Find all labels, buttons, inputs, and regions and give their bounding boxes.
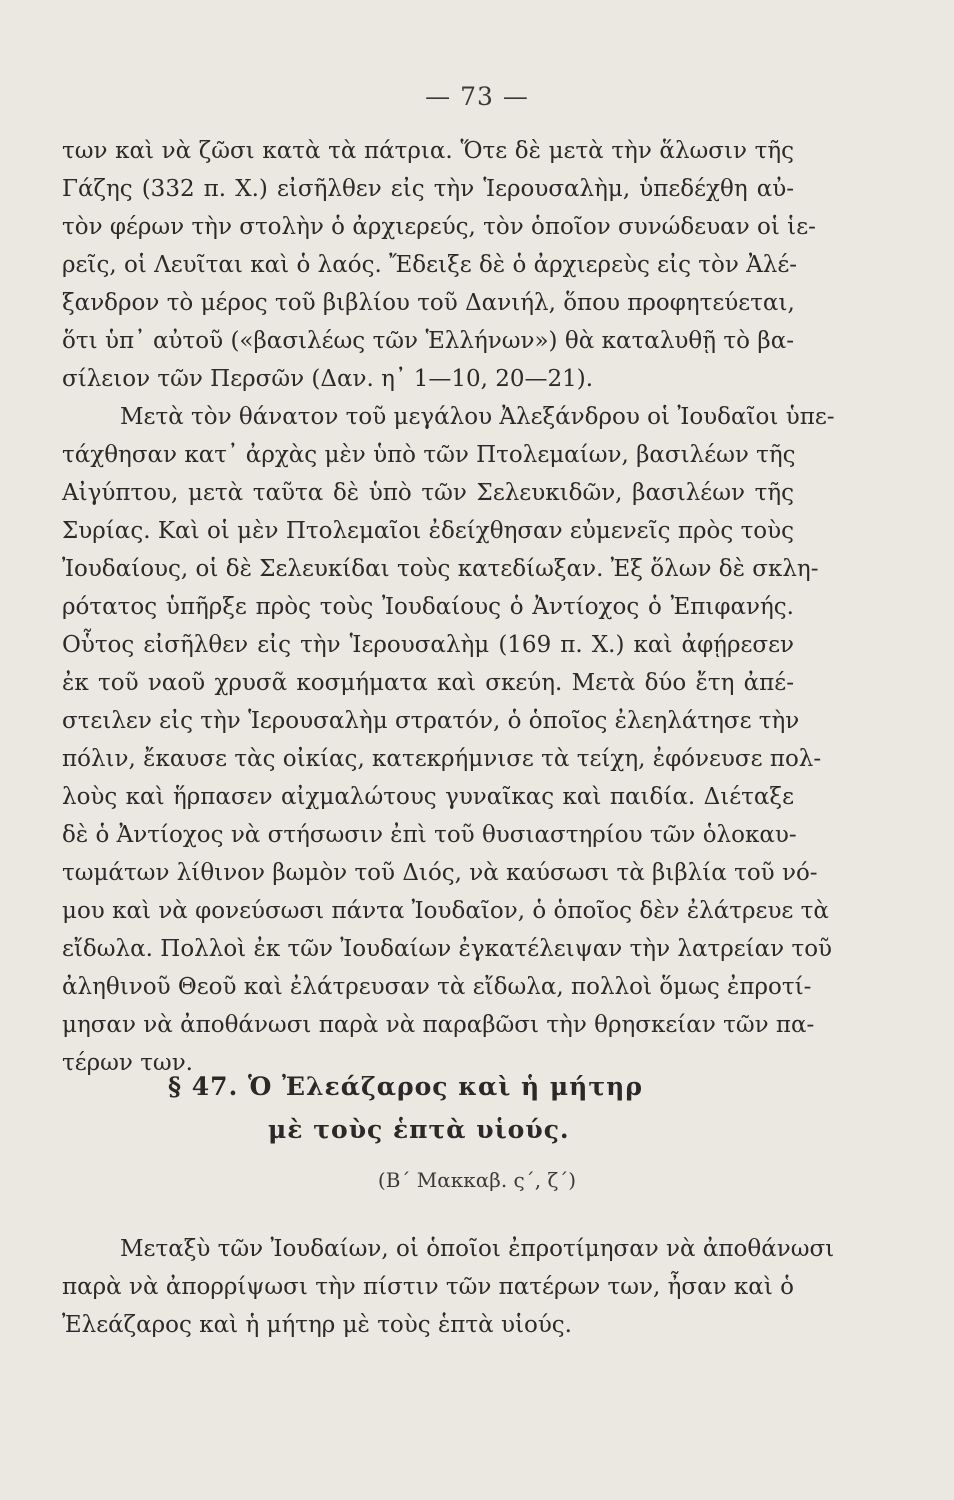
text-line: Ἐλεάζαρος καὶ ἡ μήτηρ μὲ τοὺς ἑπτὰ υἱούς. xyxy=(62,1312,572,1338)
text-line: Μετὰ τὸν θάνατον τοῦ μεγάλου Ἀλεξάνδρου οἱ Ἰουδαῖοι ὑπε- xyxy=(120,404,835,430)
text-line: δὲ ὁ Ἀντίοχος νὰ στήσωσιν ἐπὶ τοῦ θυσιαστηρίου τῶν ὁλοκαυ- xyxy=(62,822,797,848)
text-line: τέρων των. xyxy=(62,1050,193,1076)
text-line: στειλεν εἰς τὴν Ἱερουσαλὴμ στρατόν, ὁ ὁποῖος ἐλεηλάτησε τὴν xyxy=(62,708,800,734)
text-line: Αἰγύπτου, μετὰ ταῦτα δὲ ὑπὸ τῶν Σελευκιδῶν, βασιλέων τῆς xyxy=(62,480,794,506)
text-line: ρεῖς, οἱ Λευῖται καὶ ὁ λαός. Ἔδειξε δὲ ὁ ἀρχιερεὺς εἰς τὸν Ἀλέ- xyxy=(62,252,798,278)
text-line: Μεταξὺ τῶν Ἰουδαίων, οἱ ὁποῖοι ἐπροτίμησαν νὰ ἀποθάνωσι xyxy=(120,1236,835,1262)
text-line: Γάζης (332 π. Χ.) εἰσῆλθεν εἰς τὴν Ἱερουσαλὴμ, ὑπεδέχθη αὐ- xyxy=(62,176,794,202)
text-line: τάχθησαν κατ᾽ ἀρχὰς μὲν ὑπὸ τῶν Πτολεμαίων, βασιλέων τῆς xyxy=(62,442,796,468)
text-line: ἐκ τοῦ ναοῦ χρυσᾶ κοσμήματα καὶ σκεύη. Μετὰ δύο ἔτη ἀπέ- xyxy=(62,670,794,696)
text-line: μου καὶ νὰ φονεύσωσι πάντα Ἰουδαῖον, ὁ ὁποῖος δὲν ἐλάτρευε τὰ xyxy=(62,898,829,924)
text-line: ἀληθινοῦ Θεοῦ καὶ ἐλάτρευσαν τὰ εἴδωλα, πολλοὶ ὅμως ἐπροτί- xyxy=(62,974,812,1000)
text-line: μησαν νὰ ἀποθάνωσι παρὰ νὰ παραβῶσι τὴν θρησκείαν τῶν πα- xyxy=(62,1012,815,1038)
text-line: Ἰουδαίους, οἱ δὲ Σελευκίδαι τοὺς κατεδίωξαν. Ἐξ ὅλων δὲ σκλη- xyxy=(62,556,819,582)
text-line: εἴδωλα. Πολλοὶ ἐκ τῶν Ἰουδαίων ἐγκατέλειψαν τὴν λατρείαν τοῦ xyxy=(62,936,833,962)
text-line: λοὺς καὶ ἥρπασεν αἰχμαλώτους γυναῖκας καὶ παιδία. Διέταξε xyxy=(62,784,794,810)
text-line: τὸν φέρων τὴν στολὴν ὁ ἀρχιερεύς, τὸν ὁποῖον συνώδευαν οἱ ἱε- xyxy=(62,214,816,240)
text-line: ξανδρον τὸ μέρος τοῦ βιβλίου τοῦ Δανιήλ, ὅπου προφητεύεται, xyxy=(62,290,795,316)
scripture-reference: (Β΄ Μακκαβ. ς΄, ζ΄) xyxy=(377,1168,577,1192)
page-number: — 73 — xyxy=(425,82,529,111)
text-line: Συρίας. Καὶ οἱ μὲν Πτολεμαῖοι ἐδείχθησαν εὐμενεῖς πρὸς τοὺς xyxy=(62,518,794,544)
section-heading-line-2: μὲ τοὺς ἑπτὰ υἱούς. xyxy=(268,1115,570,1144)
text-line: σίλειον τῶν Περσῶν (Δαν. η᾽ 1—10, 20—21). xyxy=(62,366,594,392)
text-line: παρὰ νὰ ἀπορρίψωσι τὴν πίστιν τῶν πατέρων των, ἦσαν καὶ ὁ xyxy=(62,1274,794,1300)
text-line: πόλιν, ἔκαυσε τὰς οἰκίας, κατεκρήμνισε τὰ τείχη, ἐφόνευσε πολ- xyxy=(62,746,822,772)
text-line: ὅτι ὑπ᾽ αὐτοῦ («βασιλέως τῶν Ἑλλήνων») θὰ καταλυθῇ τὸ βα- xyxy=(62,328,794,354)
section-heading-line-1: § 47. Ὁ Ἐλεάζαρος καὶ ἡ μήτηρ xyxy=(168,1072,643,1101)
text-line: των καὶ νὰ ζῶσι κατὰ τὰ πάτρια. Ὅτε δὲ μετὰ τὴν ἅλωσιν τῆς xyxy=(62,138,794,164)
text-line: Οὗτος εἰσῆλθεν εἰς τὴν Ἱερουσαλὴμ (169 π. Χ.) καὶ ἀφῄρεσεν xyxy=(62,632,794,658)
text-line: ρότατος ὑπῆρξε πρὸς τοὺς Ἰουδαίους ὁ Ἀντίοχος ὁ Ἐπιφανής. xyxy=(62,594,794,620)
text-line: τωμάτων λίθινον βωμὸν τοῦ Διός, νὰ καύσωσι τὰ βιβλία τοῦ νό- xyxy=(62,860,818,886)
